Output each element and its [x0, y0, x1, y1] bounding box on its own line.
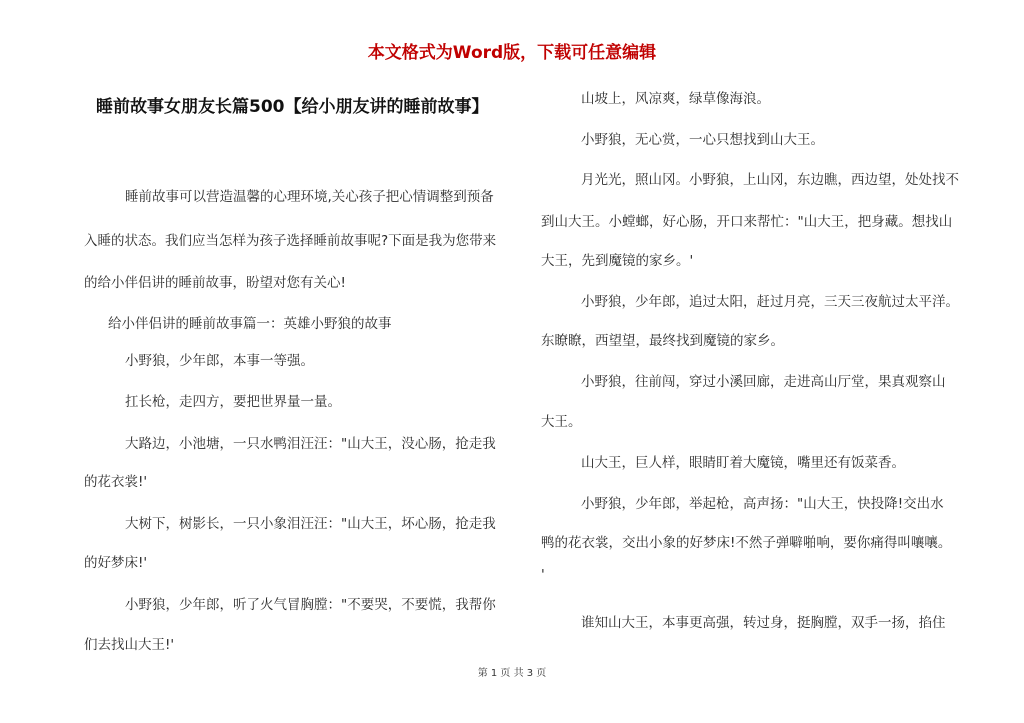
paragraph-line: 扛长枪，走四方，要把世界量一量。 — [125, 394, 341, 410]
paragraph-line: 小野狼，少年郎，本事一等强。 — [125, 353, 314, 369]
paragraph-line: 山大王，巨人样，眼睛盯着大魔镜，嘴里还有饭菜香。 — [581, 455, 905, 471]
paragraph-line: 小野狼，无心赏，一心只想找到山大王。 — [581, 132, 824, 148]
paragraph-line: 大路边，小池塘，一只水鸭泪汪汪："山大王，没心肠，抢走我 — [125, 436, 496, 452]
paragraph-line: 东瞭瞭，西望望，最终找到魔镜的家乡。 — [541, 333, 784, 349]
watermark-banner: 本文格式为Word版，下载可任意编辑 — [367, 43, 657, 63]
paragraph-line: 月光光，照山冈。小野狼，上山冈，东边瞧，西边望，处处找不 — [581, 172, 959, 188]
paragraph-line: 睡前故事可以营造温馨的心理环境,关心孩子把心情调整到预备 — [125, 189, 494, 205]
section-heading: 给小伴侣讲的睡前故事篇一：英雄小野狼的故事 — [108, 316, 392, 332]
page-number-footer: 第 1 页 共 3 页 — [477, 668, 547, 679]
paragraph-line: 的好梦床!' — [84, 555, 148, 571]
paragraph-line: 的花衣裳!' — [84, 474, 148, 490]
document-title: 睡前故事女朋友长篇500【给小朋友讲的睡前故事】 — [96, 97, 489, 117]
paragraph-line: 小野狼，少年郎，听了火气冒胸膛："不要哭，不要慌，我帮你 — [125, 597, 496, 613]
paragraph-line: 大树下，树影长，一只小象泪汪汪："山大王，坏心肠，抢走我 — [125, 516, 496, 532]
paragraph-line: 山坡上，风凉爽，绿草像海浪。 — [581, 91, 770, 107]
paragraph-line: 小野狼，少年郎，举起枪，高声扬："山大王，快投降!交出水 — [581, 496, 944, 512]
paragraph-line: 鸭的花衣裳，交出小象的好梦床!不然子弹噼啪响，要你痛得叫嚷嚷。 — [541, 535, 952, 551]
paragraph-line: 小野狼，少年郎，追过太阳，赶过月亮，三天三夜航过太平洋。 — [581, 294, 959, 310]
paragraph-line: 大王。 — [541, 414, 582, 430]
paragraph-line: 入睡的状态。我们应当怎样为孩子选择睡前故事呢?下面是我为您带来 — [84, 233, 497, 249]
paragraph-line: 的给小伴侣讲的睡前故事，盼望对您有关心! — [84, 275, 346, 291]
paragraph-line: 谁知山大王，本事更高强，转过身，挺胸膛，双手一扬，掐住 — [581, 615, 946, 631]
paragraph-line: 到山大王。小螳螂，好心肠，开口来帮忙："山大王，把身藏。想找山 — [541, 214, 953, 230]
paragraph-line: 大王，先到魔镜的家乡。' — [541, 253, 694, 269]
paragraph-line: ' — [541, 567, 545, 583]
paragraph-line: 小野狼，往前闯，穿过小溪回廊，走进高山厅堂，果真观察山 — [581, 374, 946, 390]
paragraph-line: 们去找山大王!' — [84, 637, 175, 653]
